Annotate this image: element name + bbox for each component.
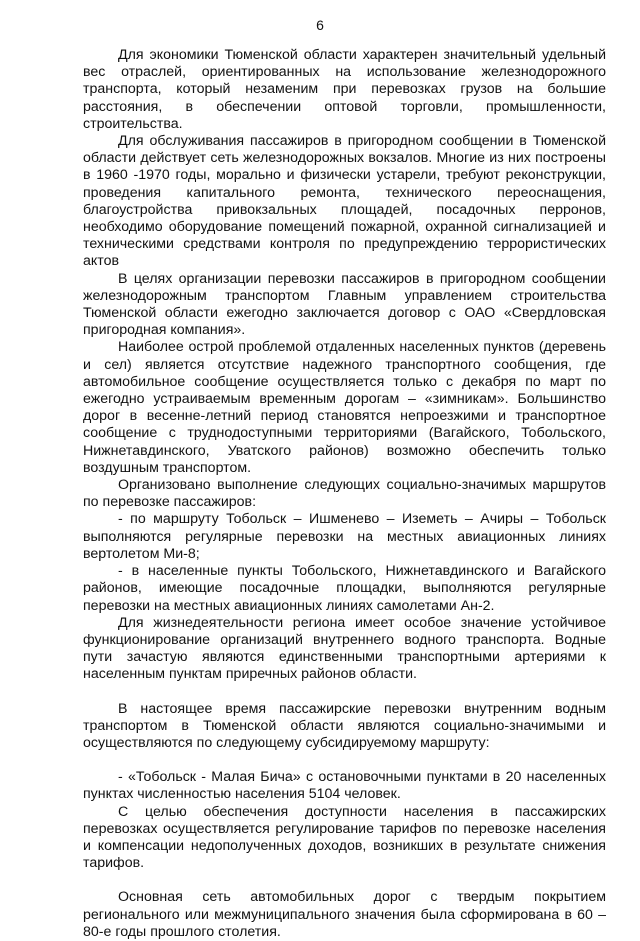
- list-item: - «Тобольск - Малая Бича» с остановочными пунктами в 20 населенных пунктах численностью населения 5104 человек.: [83, 769, 606, 803]
- paragraph: В целях организации перевозки пассажиров в пригородном сообщении железнодорожным транспортом Главным управлением строительства Тюменской области ежегодно заключается договор с ОАО «Свердловская пригородная компания».: [83, 270, 606, 339]
- list-item: - по маршруту Тобольск – Ишменево – Иземеть – Ачиры – Тобольск выполняются регулярные перевозки на местных авиационных линиях вертолетом Ми-8;: [83, 511, 606, 562]
- list-item: - в населенные пункты Тобольского, Нижнетавдинского и Вагайского районов, имеющие посадочные площадки, выполняются регулярные перевозки на местных авиационных линиях самолетами Ан-2.: [83, 563, 606, 614]
- paragraph: Для обслуживания пассажиров в пригородном сообщении в Тюменской области действует сеть железнодорожных вокзалов. Многие из них построены в 1960 -1970 годы, морально и физически устарели, требуют реконструкции, проведения капитального ремонта, технического переоснащения, благоустройства привокзальных площадей, посадочных перронов, необходимо оборудование помещений пожарной, охранной сигнализацией и техническими средствами контроля по предупреждению террористических актов: [83, 133, 606, 270]
- paragraph: С целью обеспечения доступности населения в пассажирских перевозках осуществляется регулирование тарифов по перевозке населения и компенсации недополученных доходов, возникших в результате снижения тарифов.: [83, 803, 606, 872]
- paragraph: Наиболее острой проблемой отдаленных населенных пунктов (деревень и сел) является отсутствие надежного транспортного сообщения, где автомобильное сообщение осуществляется только с декабря по март по ежегодно устраиваемым временным дорогам – «зимникам». Большинство дорог в весенне-летний период становятся непроезжими и транспортное сообщение с труднодоступными территориями (Вагайского, Тобольского, Нижнетавдинского, Уватского районов) возможно обеспечить только воздушным транспортом.: [83, 339, 606, 476]
- paragraph: Для экономики Тюменской области характерен значительный удельный вес отраслей, ориентированных на использование железнодорожного транспорта, который незаменим при перевозках грузов на большие расстояния, в обеспечении оптовой торговли, промышленности, строительства.: [83, 47, 606, 132]
- paragraph: Для жизнедеятельности региона имеет особое значение устойчивое функционирование организаций внутреннего водного транспорта. Водные пути зачастую являются единственными транспортными артериями к населенным пунктам приречных районов области.: [83, 614, 606, 683]
- paragraph: Основная сеть автомобильных дорог с твердым покрытием регионального или межмуниципального значения была сформирована в 60 – 80-е годы прошлого столетия.: [83, 889, 606, 940]
- page-number: 6: [316, 17, 324, 33]
- paragraph-spacer: [83, 752, 606, 769]
- paragraph-spacer: [83, 872, 606, 889]
- paragraph: В настоящее время пассажирские перевозки внутренним водным транспортом в Тюменской области являются социально-значимыми и осуществляются по следующему субсидируемому маршруту:: [83, 700, 606, 751]
- paragraph: Организовано выполнение следующих социально-значимых маршрутов по перевозке пассажиров:: [83, 477, 606, 511]
- document-body: [83, 47, 606, 941]
- paragraph-spacer: [83, 684, 606, 701]
